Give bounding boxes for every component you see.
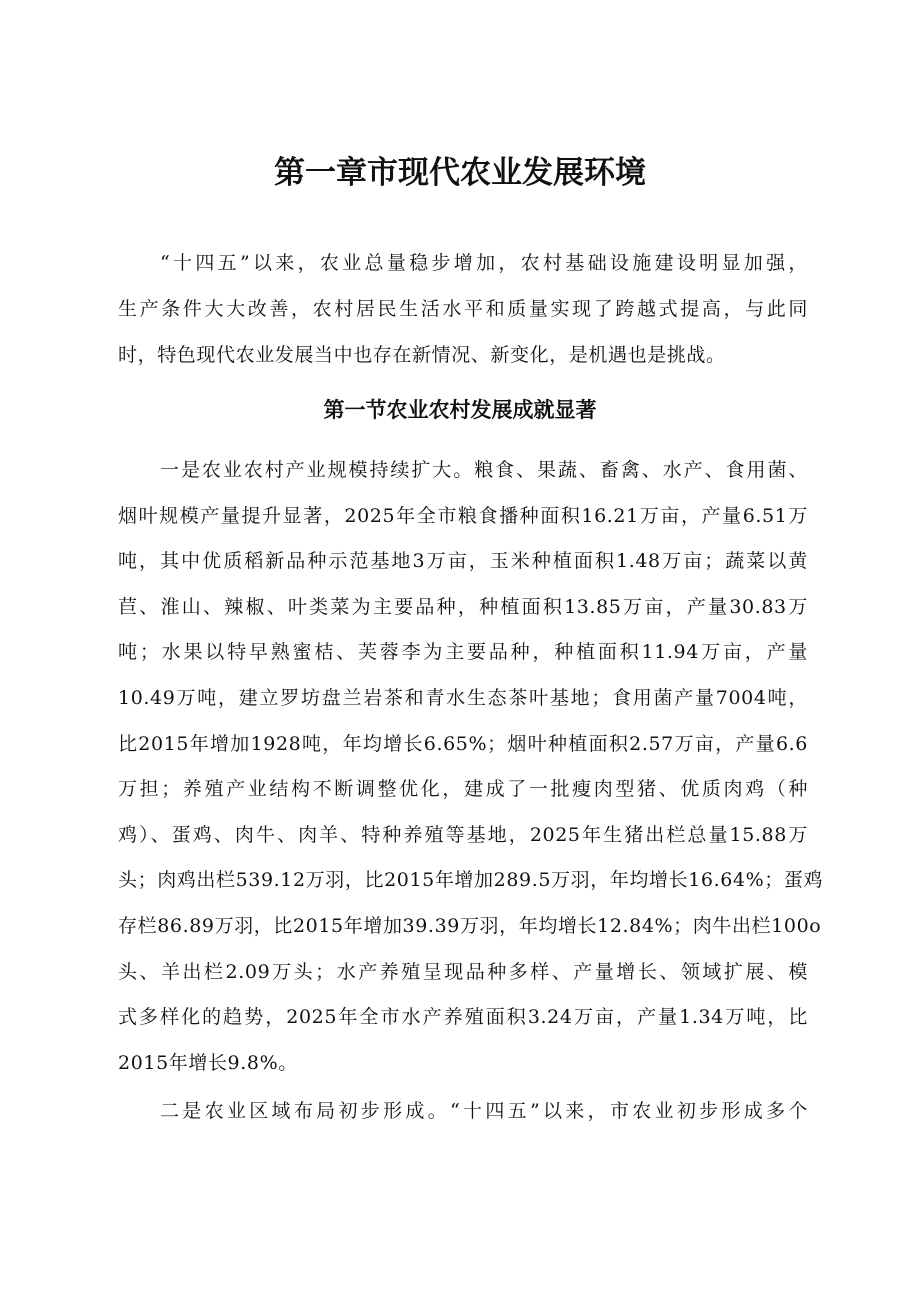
chapter-title: 第一章市现代农业发展环境 <box>274 155 646 191</box>
paragraph-line: 2015年增长9.8%。 <box>118 1051 298 1074</box>
paragraph-line: 式多样化的趋势，2025年全市水产养殖面积3.24万亩，产量1.34万吨，比 <box>118 1006 808 1029</box>
paragraph-line: 头；肉鸡出栏539.12万羽，比2015年增加289.5万羽，年均增长16.64%；蛋鸡 <box>118 869 824 892</box>
section-title: 第一节农业农村发展成就显著 <box>323 398 597 422</box>
paragraph-line: 存栏86.89万羽，比2015年增加39.39万羽，年均增长12.84%；肉牛出栏100o <box>118 914 822 937</box>
paragraph-line: 一是农业农村产业规模持续扩大。粮食、果蔬、畜禽、水产、食用菌、 <box>160 459 808 481</box>
paragraph-1 <box>118 448 824 1086</box>
paragraph-2 <box>118 1088 808 1134</box>
intro-paragraph <box>118 240 808 378</box>
paragraph-line: 比2015年增加1928吨，年均增长6.65%；烟叶种植面积2.57万亩，产量6.6 <box>118 732 808 755</box>
intro-line: “十四五”以来，农业总量稳步增加，农村基础设施建设明显加强， <box>160 252 808 274</box>
paragraph-line: 苣、淮山、辣椒、叶类菜为主要品种，种植面积13.85万亩，产量30.83万 <box>118 595 808 618</box>
paragraph-line: 鸡）、蛋鸡、肉牛、肉羊、特种养殖等基地，2025年生猪出栏总量15.88万 <box>118 823 808 846</box>
intro-line: 时，特色现代农业发展当中也存在新情况、新变化，是机遇也是挑战。 <box>118 344 726 366</box>
paragraph-line: 吨，其中优质稻新品种示范基地3万亩，玉米种植面积1.48万亩；蔬菜以黄 <box>118 550 808 573</box>
paragraph-line: 烟叶规模产量提升显著，2025年全市粮食播种面积16.21万亩，产量6.51万 <box>118 504 808 527</box>
intro-line: 生产条件大大改善，农村居民生活水平和质量实现了跨越式提高，与此同 <box>118 298 808 320</box>
paragraph-line: 10.49万吨，建立罗坊盘兰岩茶和青水生态茶叶基地；食用菌产量7004吨， <box>118 686 808 709</box>
paragraph-line: 二是农业区域布局初步形成。“十四五”以来，市农业初步形成多个 <box>160 1100 808 1122</box>
paragraph-line: 头、羊出栏2.09万头；水产养殖呈现品种多样、产量增长、领域扩展、模 <box>118 960 808 983</box>
paragraph-line: 吨；水果以特早熟蜜桔、芙蓉李为主要品种，种植面积11.94万亩，产量 <box>118 641 808 664</box>
paragraph-line: 万担；养殖产业结构不断调整优化，建成了一批瘦肉型猪、优质肉鸡（种 <box>118 778 808 801</box>
